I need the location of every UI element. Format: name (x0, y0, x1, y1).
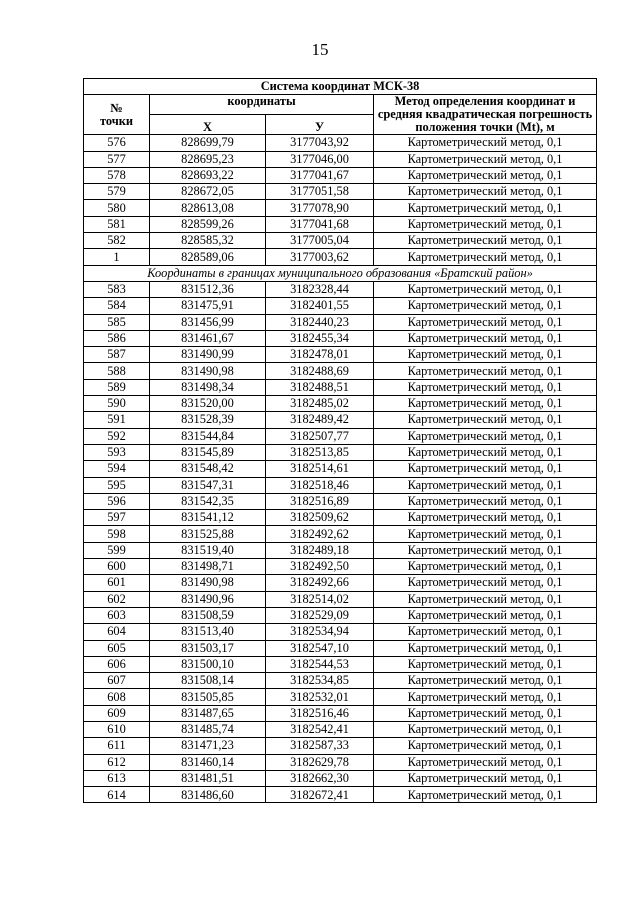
y-coordinate-cell: 3182513,85 (266, 444, 374, 460)
method-cell: Картометрический метод, 0,1 (374, 656, 597, 672)
y-coordinate-cell: 3182478,01 (266, 347, 374, 363)
table-row (84, 787, 597, 803)
table-row (84, 135, 597, 151)
method-cell: Картометрический метод, 0,1 (374, 542, 597, 558)
point-number-cell: 606 (84, 656, 150, 672)
point-number-cell: 577 (84, 151, 150, 167)
point-number-header (84, 95, 150, 135)
method-cell: Картометрический метод, 0,1 (374, 249, 597, 265)
x-coordinate-cell: 831490,98 (150, 575, 266, 591)
table-row (84, 200, 597, 216)
point-number-cell: 585 (84, 314, 150, 330)
x-coordinate-cell: 828695,23 (150, 151, 266, 167)
point-number-cell: 589 (84, 379, 150, 395)
x-coordinate-cell: 831541,12 (150, 510, 266, 526)
x-coordinate-cell: 828589,06 (150, 249, 266, 265)
y-coordinate-cell: 3182328,44 (266, 281, 374, 297)
y-coordinate-cell: 3182516,46 (266, 705, 374, 721)
table-row (84, 233, 597, 249)
table-row (84, 461, 597, 477)
coordinates-table (83, 78, 597, 803)
y-coordinate-cell: 3182440,23 (266, 314, 374, 330)
method-cell: Картометрический метод, 0,1 (374, 363, 597, 379)
point-number-cell: 600 (84, 559, 150, 575)
y-coordinate-cell: 3182492,62 (266, 526, 374, 542)
x-coordinate-cell: 831456,99 (150, 314, 266, 330)
y-coordinate-cell: 3182529,09 (266, 607, 374, 623)
point-number-cell: 593 (84, 444, 150, 460)
method-cell: Картометрический метод, 0,1 (374, 444, 597, 460)
table-row (84, 379, 597, 395)
method-cell: Картометрический метод, 0,1 (374, 412, 597, 428)
x-coordinate-cell: 831486,60 (150, 787, 266, 803)
method-cell: Картометрический метод, 0,1 (374, 396, 597, 412)
x-coordinate-cell: 831490,99 (150, 347, 266, 363)
table-row (84, 330, 597, 346)
y-coordinate-cell: 3182672,41 (266, 787, 374, 803)
x-coordinate-cell: 831461,67 (150, 330, 266, 346)
method-cell: Картометрический метод, 0,1 (374, 575, 597, 591)
method-cell: Картометрический метод, 0,1 (374, 428, 597, 444)
method-cell: Картометрический метод, 0,1 (374, 330, 597, 346)
method-cell: Картометрический метод, 0,1 (374, 200, 597, 216)
y-coordinate-cell: 3182516,89 (266, 493, 374, 509)
table-row (84, 347, 597, 363)
x-coordinate-cell: 831485,74 (150, 721, 266, 737)
point-number-cell: 596 (84, 493, 150, 509)
point-number-cell: 605 (84, 640, 150, 656)
point-number-cell: 583 (84, 281, 150, 297)
table-row (84, 428, 597, 444)
point-number-cell: 612 (84, 754, 150, 770)
method-cell: Картометрический метод, 0,1 (374, 167, 597, 183)
point-number-cell: 604 (84, 624, 150, 640)
point-number-cell: 609 (84, 705, 150, 721)
y-coordinate-cell: 3177003,62 (266, 249, 374, 265)
y-coordinate-cell: 3177041,67 (266, 167, 374, 183)
point-number-cell: 586 (84, 330, 150, 346)
table-row (84, 575, 597, 591)
table-row (84, 656, 597, 672)
table-row (84, 542, 597, 558)
x-coordinate-cell: 831519,40 (150, 542, 266, 558)
y-coordinate-cell: 3177043,92 (266, 135, 374, 151)
x-coordinate-cell: 828693,22 (150, 167, 266, 183)
point-number-cell: 582 (84, 233, 150, 249)
table-row (84, 591, 597, 607)
y-coordinate-cell: 3182509,62 (266, 510, 374, 526)
table-row (84, 705, 597, 721)
x-coordinate-cell: 831471,23 (150, 738, 266, 754)
point-number-cell: 598 (84, 526, 150, 542)
y-coordinate-cell: 3182587,33 (266, 738, 374, 754)
x-coordinate-cell: 831500,10 (150, 656, 266, 672)
x-coordinate-cell: 831520,00 (150, 396, 266, 412)
y-coordinate-cell: 3182629,78 (266, 754, 374, 770)
y-coordinate-cell: 3182534,94 (266, 624, 374, 640)
x-coordinate-cell: 828672,05 (150, 184, 266, 200)
x-coordinate-cell: 831498,34 (150, 379, 266, 395)
x-coordinate-cell: 831544,84 (150, 428, 266, 444)
table-row (84, 510, 597, 526)
x-coordinate-cell: 831475,91 (150, 298, 266, 314)
x-coordinate-cell: 831490,96 (150, 591, 266, 607)
x-coordinate-cell: 831548,42 (150, 461, 266, 477)
y-coordinate-cell: 3182534,85 (266, 673, 374, 689)
point-number-cell: 587 (84, 347, 150, 363)
y-coordinate-cell: 3182514,61 (266, 461, 374, 477)
x-coordinate-cell: 831545,89 (150, 444, 266, 460)
table-row (84, 559, 597, 575)
x-coordinate-cell: 828613,08 (150, 200, 266, 216)
method-cell: Картометрический метод, 0,1 (374, 607, 597, 623)
y-coordinate-cell: 3177046,00 (266, 151, 374, 167)
x-coordinate-cell: 828699,79 (150, 135, 266, 151)
table-row (84, 298, 597, 314)
point-number-cell: 595 (84, 477, 150, 493)
point-number-cell: 591 (84, 412, 150, 428)
coordinates-header: координаты (150, 95, 374, 115)
method-cell: Картометрический метод, 0,1 (374, 689, 597, 705)
y-coordinate-cell: 3182485,02 (266, 396, 374, 412)
table-row (84, 607, 597, 623)
y-coordinate-cell: 3182488,51 (266, 379, 374, 395)
y-coordinate-cell: 3177041,68 (266, 216, 374, 232)
point-number-cell: 1 (84, 249, 150, 265)
x-coordinate-cell: 831503,17 (150, 640, 266, 656)
x-coordinate-cell: 831498,71 (150, 559, 266, 575)
table-row (84, 412, 597, 428)
method-cell: Картометрический метод, 0,1 (374, 754, 597, 770)
method-cell: Картометрический метод, 0,1 (374, 673, 597, 689)
table-row (84, 167, 597, 183)
method-cell: Картометрический метод, 0,1 (374, 135, 597, 151)
point-number-cell: 580 (84, 200, 150, 216)
x-coordinate-cell: 828585,32 (150, 233, 266, 249)
method-cell: Картометрический метод, 0,1 (374, 379, 597, 395)
method-cell: Картометрический метод, 0,1 (374, 216, 597, 232)
point-number-cell: 592 (84, 428, 150, 444)
y-coordinate-cell: 3182488,69 (266, 363, 374, 379)
method-cell: Картометрический метод, 0,1 (374, 738, 597, 754)
x-coordinate-cell: 831513,40 (150, 624, 266, 640)
y-coordinate-cell: 3177078,90 (266, 200, 374, 216)
method-cell: Картометрический метод, 0,1 (374, 640, 597, 656)
method-cell: Картометрический метод, 0,1 (374, 510, 597, 526)
y-coordinate-cell: 3182492,66 (266, 575, 374, 591)
point-number-cell: 603 (84, 607, 150, 623)
point-number-cell: 590 (84, 396, 150, 412)
point-number-cell: 588 (84, 363, 150, 379)
method-cell: Картометрический метод, 0,1 (374, 624, 597, 640)
x-coordinate-cell: 831490,98 (150, 363, 266, 379)
table-row (84, 216, 597, 232)
method-cell: Картометрический метод, 0,1 (374, 559, 597, 575)
point-number-cell: 599 (84, 542, 150, 558)
point-number-cell: 576 (84, 135, 150, 151)
table-row (84, 281, 597, 297)
x-coordinate-cell: 831460,14 (150, 754, 266, 770)
table-row (84, 624, 597, 640)
method-cell: Картометрический метод, 0,1 (374, 705, 597, 721)
point-number-cell: 614 (84, 787, 150, 803)
x-coordinate-cell: 831508,14 (150, 673, 266, 689)
y-coordinate-cell: 3182401,55 (266, 298, 374, 314)
table-row (84, 493, 597, 509)
y-coordinate-cell: 3182532,01 (266, 689, 374, 705)
point-number-cell: 607 (84, 673, 150, 689)
point-number-cell: 578 (84, 167, 150, 183)
table-row (84, 689, 597, 705)
method-cell: Картометрический метод, 0,1 (374, 184, 597, 200)
page-number: 15 (311, 40, 329, 59)
table-row (84, 770, 597, 786)
method-cell: Картометрический метод, 0,1 (374, 281, 597, 297)
x-coordinate-cell: 831528,39 (150, 412, 266, 428)
point-number-cell: 581 (84, 216, 150, 232)
x-coordinate-cell: 831547,31 (150, 477, 266, 493)
method-cell: Картометрический метод, 0,1 (374, 298, 597, 314)
table-row (84, 363, 597, 379)
point-number-header-label: № точки (99, 100, 134, 128)
x-coordinate-cell: 831508,59 (150, 607, 266, 623)
table-row (84, 314, 597, 330)
method-cell: Картометрический метод, 0,1 (374, 461, 597, 477)
y-coordinate-cell: 3182489,18 (266, 542, 374, 558)
x-coordinate-cell: 831512,36 (150, 281, 266, 297)
y-coordinate-cell: 3182544,53 (266, 656, 374, 672)
method-cell: Картометрический метод, 0,1 (374, 477, 597, 493)
table-row (84, 673, 597, 689)
table-row (84, 184, 597, 200)
table-row (84, 526, 597, 542)
x-coordinate-cell: 831525,88 (150, 526, 266, 542)
y-coordinate-cell: 3182542,41 (266, 721, 374, 737)
point-number-cell: 584 (84, 298, 150, 314)
table-row (84, 640, 597, 656)
x-coordinate-cell: 831505,85 (150, 689, 266, 705)
y-coordinate-cell: 3182489,42 (266, 412, 374, 428)
point-number-cell: 608 (84, 689, 150, 705)
x-coordinate-cell: 828599,26 (150, 216, 266, 232)
coordinate-system-title: Система координат МСК-38 (84, 79, 597, 95)
y-column-header: У (266, 115, 374, 135)
y-coordinate-cell: 3182518,46 (266, 477, 374, 493)
y-coordinate-cell: 3182514,02 (266, 591, 374, 607)
point-number-cell: 602 (84, 591, 150, 607)
method-cell: Картометрический метод, 0,1 (374, 787, 597, 803)
point-number-cell: 601 (84, 575, 150, 591)
table-row (84, 738, 597, 754)
method-cell: Картометрический метод, 0,1 (374, 151, 597, 167)
method-header: Метод определения координат и средняя квадратическая погрешность положения точки (Mt), м (374, 95, 597, 135)
method-cell: Картометрический метод, 0,1 (374, 770, 597, 786)
method-cell: Картометрический метод, 0,1 (374, 493, 597, 509)
method-cell: Картометрический метод, 0,1 (374, 721, 597, 737)
method-cell: Картометрический метод, 0,1 (374, 314, 597, 330)
rows-msk38 (84, 135, 597, 265)
y-coordinate-cell: 3182455,34 (266, 330, 374, 346)
method-cell: Картометрический метод, 0,1 (374, 591, 597, 607)
table-row (84, 444, 597, 460)
table-row (84, 721, 597, 737)
y-coordinate-cell: 3182547,10 (266, 640, 374, 656)
y-coordinate-cell: 3182507,77 (266, 428, 374, 444)
x-coordinate-cell: 831542,35 (150, 493, 266, 509)
point-number-cell: 594 (84, 461, 150, 477)
x-coordinate-cell: 831481,51 (150, 770, 266, 786)
point-number-cell: 610 (84, 721, 150, 737)
point-number-cell: 613 (84, 770, 150, 786)
y-coordinate-cell: 3182662,30 (266, 770, 374, 786)
method-cell: Картометрический метод, 0,1 (374, 347, 597, 363)
method-cell: Картометрический метод, 0,1 (374, 526, 597, 542)
point-number-cell: 611 (84, 738, 150, 754)
table-row (84, 151, 597, 167)
table-row (84, 396, 597, 412)
method-cell: Картометрический метод, 0,1 (374, 233, 597, 249)
point-number-cell: 597 (84, 510, 150, 526)
table-row (84, 477, 597, 493)
rows-bratsk-district (84, 281, 597, 803)
x-column-header: X (150, 115, 266, 135)
x-coordinate-cell: 831487,65 (150, 705, 266, 721)
section-title: Координаты в границах муниципального образования «Братский район» (84, 265, 597, 281)
y-coordinate-cell: 3177051,58 (266, 184, 374, 200)
y-coordinate-cell: 3182492,50 (266, 559, 374, 575)
point-number-cell: 579 (84, 184, 150, 200)
y-coordinate-cell: 3177005,04 (266, 233, 374, 249)
table-row (84, 249, 597, 265)
table-row (84, 754, 597, 770)
